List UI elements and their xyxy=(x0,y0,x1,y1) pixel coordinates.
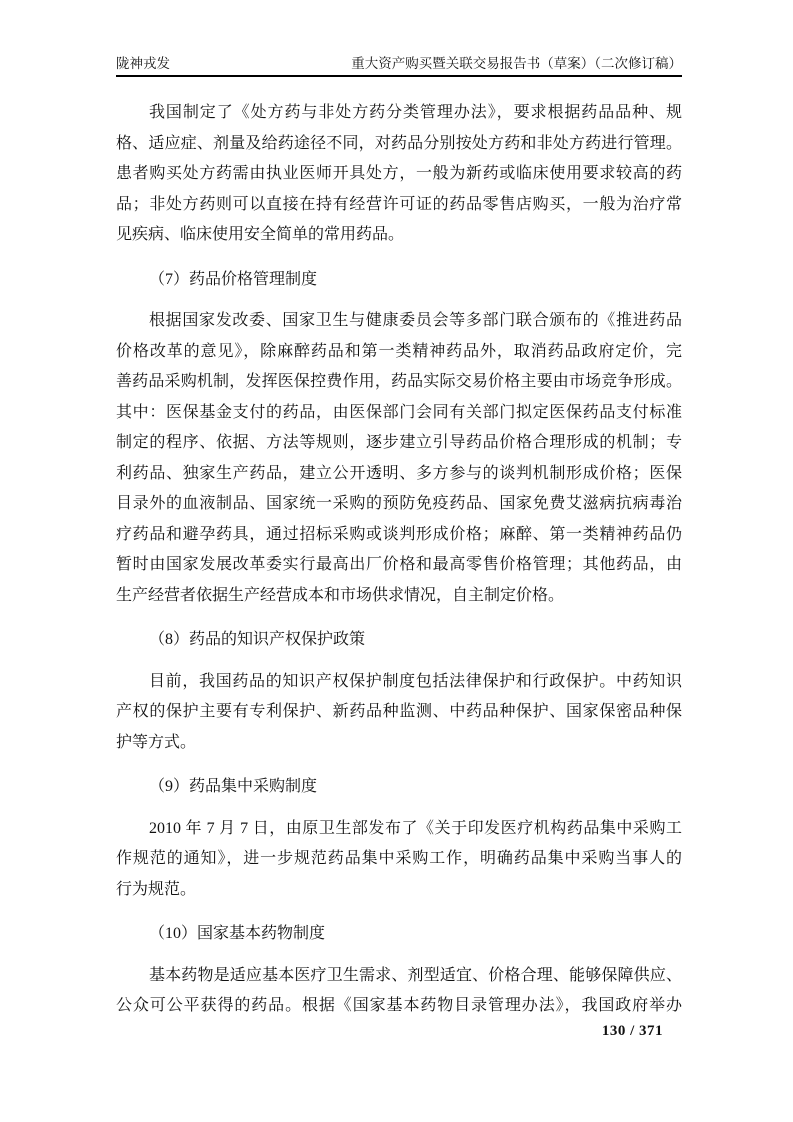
text-line: 品；非处方药则可以直接在持有经营许可证的药品零售店购买，一般为治疗常 xyxy=(116,195,682,213)
text-line: 我国制定了《处方药与非处方药分类管理办法》，要求根据药品品种、规 xyxy=(149,104,682,121)
section-heading: （9）药品集中采购制度 xyxy=(149,778,318,795)
header-company-name: 陇神戎发 xyxy=(116,56,170,71)
text-line: 行为规范。 xyxy=(116,880,197,898)
text-line: 护等方式。 xyxy=(116,733,197,751)
text-line: 目前，我国药品的知识产权保护制度包括法律保护和行政保护。中药知识 xyxy=(149,672,682,690)
text-line: 目录外的血液制品、国家统一采购的预防免疫药品、国家免费艾滋病抗病毒治 xyxy=(116,495,682,512)
section-heading: （8）药品的知识产权保护政策 xyxy=(149,631,366,648)
section-heading: （10）国家基本药物制度 xyxy=(149,925,326,942)
text-line: 其中：医保基金支付的药品，由医保部门会同有关部门拟定医保药品支付标准 xyxy=(116,403,682,421)
document-body xyxy=(116,98,682,1022)
text-line: 根据国家发改委、国家卫生与健康委员会等多部门联合颁布的《推进药品 xyxy=(149,312,682,329)
header-document-title: 重大资产购买暨关联交易报告书（草案）（二次修订稿） xyxy=(351,56,682,71)
text-line: 暂时由国家发展改革委实行最高出厂价格和最高零售价格管理；其他药品，由 xyxy=(116,556,682,573)
text-line: 制定的程序、依据、方法等规则，逐步建立引导药品价格合理形成的机制；专 xyxy=(116,434,682,451)
page-number: 130 / 371 xyxy=(601,1023,663,1039)
text-line: 公众可公平获得的药品。根据《国家基本药物目录管理办法》，我国政府举办 xyxy=(116,997,682,1014)
text-line: 善药品采购机制，发挥医保控费作用，药品实际交易价格主要由市场竞争形成。 xyxy=(116,373,682,390)
text-line: 2010 年 7 月 7 日，由原卫生部发布了《关于印发医疗机构药品集中采购工 xyxy=(149,819,682,837)
text-line: 患者购买处方药需由执业医师开具处方，一般为新药或临床使用要求较高的药 xyxy=(116,165,682,182)
text-line: 生产经营者依据生产经营成本和市场供求情况，自主制定价格。 xyxy=(116,586,565,604)
text-line: 格、适应症、剂量及给药途径不同，对药品分别按处方药和非处方药进行管理。 xyxy=(116,134,682,152)
text-line: 见疾病、临床使用安全简单的常用药品。 xyxy=(116,226,405,243)
text-line: 疗药品和避孕药具，通过招标采购或谈判形成价格；麻醉、第一类精神药品仍 xyxy=(116,525,682,543)
text-line: 产权的保护主要有专利保护、新药品种监测、中药品种保护、国家保密品种保 xyxy=(116,703,682,720)
page-header xyxy=(116,55,682,77)
text-line: 价格改革的意见》，除麻醉药品和第一类精神药品外，取消药品政府定价，完 xyxy=(116,342,682,360)
text-line: 基本药物是适应基本医疗卫生需求、剂型适宜、价格合理、能够保障供应、 xyxy=(149,966,682,984)
section-heading: （7）药品价格管理制度 xyxy=(149,270,318,288)
text-line: 作规范的通知》，进一步规范药品集中采购工作，明确药品集中采购当事人的 xyxy=(116,850,682,867)
text-line: 利药品、独家生产药品，建立公开透明、多方参与的谈判机制形成价格；医保 xyxy=(116,464,682,482)
